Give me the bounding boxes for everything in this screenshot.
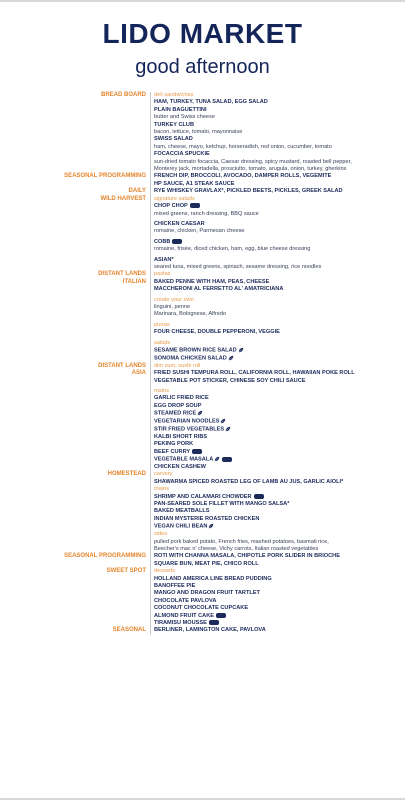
item-description (154, 546, 399, 553)
menu-item (154, 464, 399, 471)
item-text: ALMOND FRUIT CAKE (154, 612, 214, 619)
vegetarian-leaf-icon (220, 418, 226, 424)
menu-section (0, 271, 405, 362)
section-label (101, 92, 146, 99)
section-items (150, 271, 399, 362)
item-text: ROTI WITH CHANNA MASALA, CHIPOTLE PORK SLIDER IN BRIOCHE (154, 553, 340, 560)
category-label (154, 363, 399, 370)
section-items (150, 553, 399, 568)
category-label (154, 568, 399, 575)
item-text: VEGAN CHILI BEAN (154, 523, 208, 530)
item-description (154, 211, 399, 218)
menu-item (154, 516, 399, 523)
category-label (154, 92, 399, 99)
category-label (154, 486, 399, 493)
menu-item (154, 122, 399, 129)
menu-item (154, 426, 399, 434)
item-text: STIR FRIED VEGETABLES (154, 426, 225, 433)
section-items (150, 196, 399, 272)
section-label-line: DAILY (128, 188, 146, 195)
item-description (154, 144, 399, 151)
item-text: GARLIC FRIED RICE (154, 395, 209, 402)
vegetarian-leaf-icon (197, 410, 203, 416)
menu-item (154, 403, 399, 410)
item-text: PEKING PORK (154, 441, 194, 448)
section-label (107, 568, 146, 575)
item-text: pulled pork baked potato, French fries, mashed potatoes, basmati rice, (154, 538, 329, 545)
item-text: VEGETARIAN NOODLES (154, 418, 220, 425)
menu-section (0, 188, 405, 195)
vegetarian-leaf-icon (225, 426, 231, 432)
section-items (150, 92, 399, 173)
menu-item (154, 590, 399, 597)
menu-item (154, 329, 399, 336)
item-text: FOCACCIA SPUCKIE (154, 151, 210, 158)
section-items (150, 188, 399, 195)
menu-item (154, 523, 399, 531)
category-label (154, 340, 399, 347)
item-text: mains (154, 486, 169, 493)
section-label-line: SEASONAL PROGRAMMING (64, 173, 146, 180)
category-label (154, 271, 399, 278)
menu-item (154, 605, 399, 612)
menu-item (154, 627, 399, 634)
menu-item (154, 279, 399, 286)
item-text: sun-dried tomato focaccia, Caesar dressing, spicy mustard, roasted bell pepper, (154, 158, 352, 165)
menu-section (0, 92, 405, 173)
section-label-line: ASIA (131, 370, 146, 377)
item-description (154, 246, 399, 253)
item-text: salads (154, 339, 171, 346)
item-text: ham, cheese, mayo, ketchup, horseradish, red onion, cucumber, tomato (154, 143, 332, 150)
menu-item (154, 188, 399, 195)
menu-item (154, 508, 399, 515)
menu-item (154, 456, 399, 464)
menu-item (154, 395, 399, 402)
section-label-line: BREAD BOARD (101, 92, 146, 98)
section-items (150, 568, 399, 627)
item-text: CHICKEN CAESAR (154, 220, 205, 227)
item-text: seared tuna, mixed greens, spinach, sesame dressing, rice noodles (154, 263, 322, 270)
section-label-line: DISTANT LANDS (98, 362, 146, 369)
section-label-line: ITALIAN (122, 278, 146, 285)
section-label-line: HOMESTEAD (107, 471, 146, 478)
item-text: PAN-SEARED SOLE FILLET WITH MANGO SALSA* (154, 501, 290, 508)
item-text: romaine, frisée, diced chicken, ham, egg, blue cheese dressing (154, 246, 311, 253)
vegetarian-leaf-icon (208, 523, 214, 529)
menu-item (154, 583, 399, 590)
item-text: MANGO AND DRAGON FRUIT TARTLET (154, 590, 260, 597)
section-label-line: SEASONAL (112, 627, 146, 634)
item-description (154, 304, 399, 311)
item-text: BAKED MEATBALLS (154, 508, 210, 515)
item-text: KALBI SHORT RIBS (154, 433, 208, 440)
menu-item (154, 378, 399, 385)
section-label (98, 271, 146, 286)
section-label (100, 196, 146, 203)
section-label-line: SWEET SPOT (106, 568, 146, 575)
menu-item (154, 613, 399, 620)
section-label-line: DISTANT LANDS (98, 271, 146, 278)
menu-item (154, 561, 399, 568)
item-text: FRENCH DIP, BROCCOLI, AVOCADO, DAMPER ROLLS, VEGEMITE (154, 173, 332, 180)
item-text: SESAME BROWN RICE SALAD (154, 347, 237, 354)
section-items (150, 173, 399, 188)
item-text: MACCHERONI AL FERRETTO AL' AMATRICIANA (154, 286, 284, 293)
item-text: SONOMA CHICKEN SALAD (154, 355, 227, 362)
category-label (154, 196, 399, 203)
menu-item (154, 173, 399, 180)
item-description (154, 159, 399, 166)
item-description (154, 311, 399, 318)
section-label (64, 553, 146, 560)
item-text: romaine, chicken, Parmesan cheese (154, 228, 245, 235)
item-description (154, 539, 399, 546)
menu-item (154, 449, 399, 456)
item-text: COBB (154, 238, 171, 245)
menu-item (154, 355, 399, 363)
item-text: EGG DROP SOUP (154, 402, 202, 409)
menu-item (154, 257, 399, 264)
item-text: SHRIMP AND CALAMARI CHOWDER (154, 493, 252, 500)
menu-item (154, 418, 399, 426)
item-text: carvery (154, 471, 173, 478)
category-label (154, 297, 399, 304)
menu-item (154, 151, 399, 158)
item-text: linguini, penne (154, 303, 191, 310)
top-edge (0, 0, 405, 2)
greeting: good afternoon (135, 56, 270, 78)
category-label (154, 388, 399, 395)
dietary-badge-icon (172, 239, 182, 244)
section-label (113, 627, 146, 634)
item-text: bacon, lettuce, tomato, mayonnaise (154, 129, 243, 136)
dietary-badge-icon (216, 613, 226, 618)
item-text: BEEF CURRY (154, 448, 191, 455)
menu-section (0, 553, 405, 568)
menu-item (154, 239, 399, 246)
section-label-line: SEASONAL PROGRAMMING (64, 553, 146, 560)
category-label (154, 322, 399, 329)
item-description (154, 264, 399, 271)
item-text: Marinara, Bolognese, Alfredo (154, 311, 227, 318)
item-text: FRIED SUSHI TEMPURA ROLL, CALIFORNIA ROLL, HAWAIIAN POKE ROLL (154, 370, 355, 377)
item-text: HOLLAND AMERICA LINE BREAD PUDDING (154, 575, 272, 582)
item-text: INDIAN MYSTERIE ROASTED CHICKEN (154, 515, 260, 522)
menu-item (154, 221, 399, 228)
item-text: STEAMED RICE (154, 410, 197, 417)
menu-section (0, 627, 405, 634)
menu-item (154, 370, 399, 377)
section-label (64, 173, 146, 180)
item-text: Monterey jack, mortadella, prosciutto, tomato, arugula, onion, turkey, gherkins (154, 166, 347, 173)
dietary-badge-icon (190, 203, 200, 208)
section-items (150, 363, 399, 472)
item-text: PLAIN BAGUETTINI (154, 106, 207, 113)
item-text: ASIAN* (154, 256, 174, 263)
menu-item (154, 286, 399, 293)
vegetarian-leaf-icon (214, 456, 220, 462)
dietary-badge-icon (192, 449, 202, 454)
vegetarian-leaf-icon (238, 347, 244, 353)
item-text: Beecher's mac n' cheese, Vichy carrots, Italian roasted vegetables (154, 545, 319, 552)
page-title: LIDO MARKET (102, 18, 303, 49)
menu-section (0, 196, 405, 272)
menu-item (154, 501, 399, 508)
item-text: dim sum, sushi roll (154, 362, 201, 369)
item-text: CHOP CHOP (154, 203, 188, 210)
menu-item (154, 494, 399, 501)
item-text: VEGETABLE POT STICKER, CHINESE SOY CHILI SAUCE (154, 377, 306, 384)
item-text: SHAWARMA SPICED ROASTED LEG OF LAMB AU JUS, GARLIC AIOLI* (154, 478, 344, 485)
menu-section (0, 471, 405, 553)
item-text: pastas (154, 271, 171, 278)
menu-section (0, 173, 405, 188)
item-description (154, 228, 399, 235)
menu-item (154, 107, 399, 114)
item-text: BAKED PENNE WITH HAM, PEAS, CHEESE (154, 278, 270, 285)
menu-item (154, 441, 399, 448)
item-text: BERLINER, LAMINGTON CAKE, PAVLOVA (154, 627, 266, 634)
item-text: FOUR CHEESE, DOUBLE PEPPERONI, VEGGIE (154, 329, 280, 336)
item-description (154, 114, 399, 121)
menu-item (154, 479, 399, 486)
menu-section (0, 363, 405, 472)
item-text: HP SAUCE, A1 STEAK SAUCE (154, 180, 235, 187)
item-description (154, 129, 399, 136)
dietary-badge-icon (222, 457, 232, 462)
section-items (150, 471, 399, 553)
vegetarian-leaf-icon (228, 355, 234, 361)
item-text: CHOCOLATE PAVLOVA (154, 597, 217, 604)
item-description (154, 166, 399, 173)
category-label (154, 531, 399, 538)
item-text: desserts (154, 568, 176, 575)
menu-item (154, 620, 399, 627)
menu-item (154, 347, 399, 355)
menu-item (154, 203, 399, 210)
menu-item (154, 434, 399, 441)
menu-item (154, 410, 399, 418)
dietary-badge-icon (254, 494, 264, 499)
menu-item (154, 136, 399, 143)
section-label (108, 471, 146, 478)
item-text: VEGETABLE MASALA (154, 456, 214, 463)
item-text: create your own (154, 296, 194, 303)
menu-item (154, 181, 399, 188)
item-text: TIRAMISU MOUSSE (154, 620, 207, 627)
section-label (129, 188, 146, 195)
item-text: signature salads (154, 195, 195, 202)
menu-list (0, 92, 405, 635)
category-label (154, 471, 399, 478)
item-text: mixed greens, ranch dressing, BBQ sauce (154, 210, 259, 217)
item-text: CHICKEN CASHEW (154, 464, 206, 470)
menu-item (154, 553, 399, 560)
menu-item (154, 576, 399, 583)
item-text: butter and Swiss cheese (154, 114, 215, 121)
item-text: SQUARE BUN, MEAT PIE, CHICO ROLL (154, 560, 259, 567)
section-label-line: WILD HARVEST (100, 195, 146, 202)
item-text: TURKEY CLUB (154, 121, 194, 128)
item-text: SWISS SALAD (154, 136, 193, 143)
item-text: pizzas (154, 321, 170, 328)
item-text: sides (154, 531, 168, 538)
section-label (98, 363, 146, 378)
dietary-badge-icon (209, 620, 219, 625)
item-text: deli sandwiches (154, 92, 194, 98)
menu-item (154, 598, 399, 605)
menu-item (154, 99, 399, 106)
section-items (150, 627, 399, 634)
item-text: COCONUT CHOCOLATE CUPCAKE (154, 605, 249, 612)
item-text: HAM, TURKEY, TUNA SALAD, EGG SALAD (154, 99, 268, 106)
item-text: RYE WHISKEY GRAVLAX*, PICKLED BEETS, PICKLES, GREEK SALAD (154, 188, 343, 195)
item-text: BANOFFEE PIE (154, 582, 196, 589)
menu-section (0, 568, 405, 627)
item-text: mains (154, 388, 169, 394)
